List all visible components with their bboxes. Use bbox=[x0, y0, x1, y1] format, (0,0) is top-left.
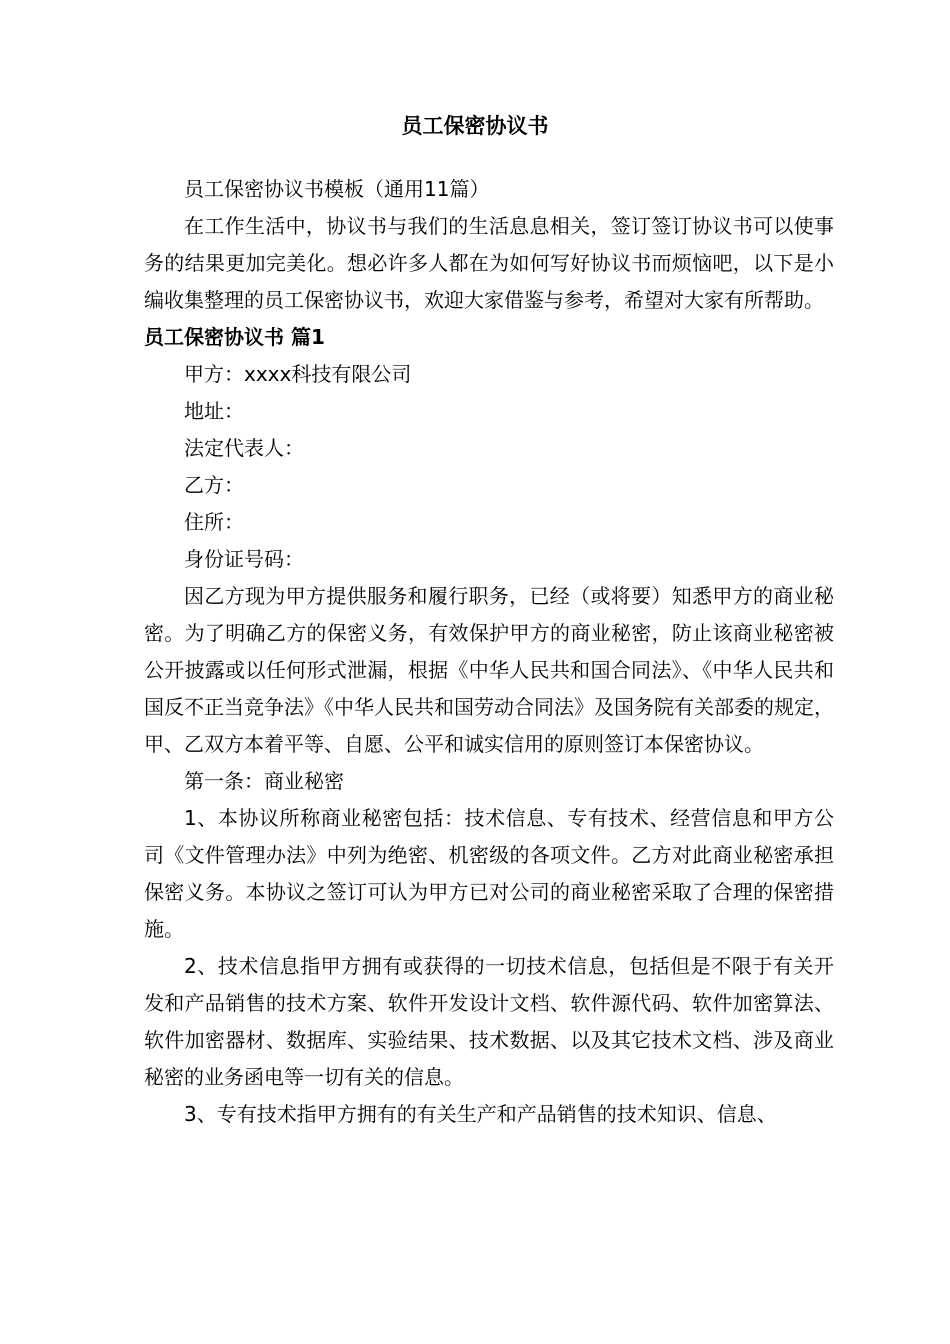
article-one-heading: 第一条：商业秘密 bbox=[184, 769, 344, 793]
document-subtitle: 员工保密协议书模板（通用11篇） bbox=[184, 177, 490, 201]
party-a-line: 甲方：xxxx科技有限公司 bbox=[184, 362, 412, 386]
clause-paragraph: 3、专有技术指甲方拥有的有关生产和产品销售的技术知识、信息、 bbox=[184, 1102, 777, 1126]
document-body bbox=[144, 171, 834, 1133]
residence-line: 住所： bbox=[184, 510, 244, 534]
document-title: 员工保密协议书 bbox=[401, 114, 549, 138]
clause-paragraph: 1、本协议所称商业秘密包括：技术信息、专有技术、经营信息和甲方公司《文件管理办法》中列为绝密、机密级的各项文件。乙方对此商业秘密承担保密义务。本协议之签订可认为甲方已对公司的商业秘密采取了合理的保密措施。 bbox=[144, 806, 834, 941]
legal-representative-line: 法定代表人： bbox=[184, 436, 304, 460]
id-number-line: 身份证号码： bbox=[184, 547, 304, 571]
section-heading: 员工保密协议书 篇1 bbox=[144, 325, 325, 349]
preamble-paragraph: 因乙方现为甲方提供服务和履行职务，已经（或将要）知悉甲方的商业秘密。为了明确乙方的保密义务，有效保护甲方的商业秘密，防止该商业秘密被公开披露或以任何形式泄漏，根据《中华人民共和国合同法》、《中华人民共和国反不正当竞争法》《中华人民共和国劳动合同法》及国务院有关部委的规定，甲、乙双方本着平等、自愿、公平和诚实信用的原则签订本保密协议。 bbox=[144, 584, 834, 756]
party-b-line: 乙方： bbox=[184, 473, 244, 497]
intro-paragraph: 在工作生活中，协议书与我们的生活息息相关，签订签订协议书可以使事务的结果更加完美化。想必许多人都在为如何写好协议书而烦恼吧，以下是小编收集整理的员工保密协议书，欢迎大家借鉴与参考，希望对大家有所帮助。 bbox=[144, 214, 834, 312]
address-line: 地址： bbox=[184, 399, 244, 423]
clause-paragraph: 2、技术信息指甲方拥有或获得的一切技术信息，包括但是不限于有关开发和产品销售的技术方案、软件开发设计文档、软件源代码、软件加密算法、软件加密器材、数据库、实验结果、技术数据、以及其它技术文档、涉及商业秘密的业务函电等一切有关的信息。 bbox=[144, 954, 834, 1089]
